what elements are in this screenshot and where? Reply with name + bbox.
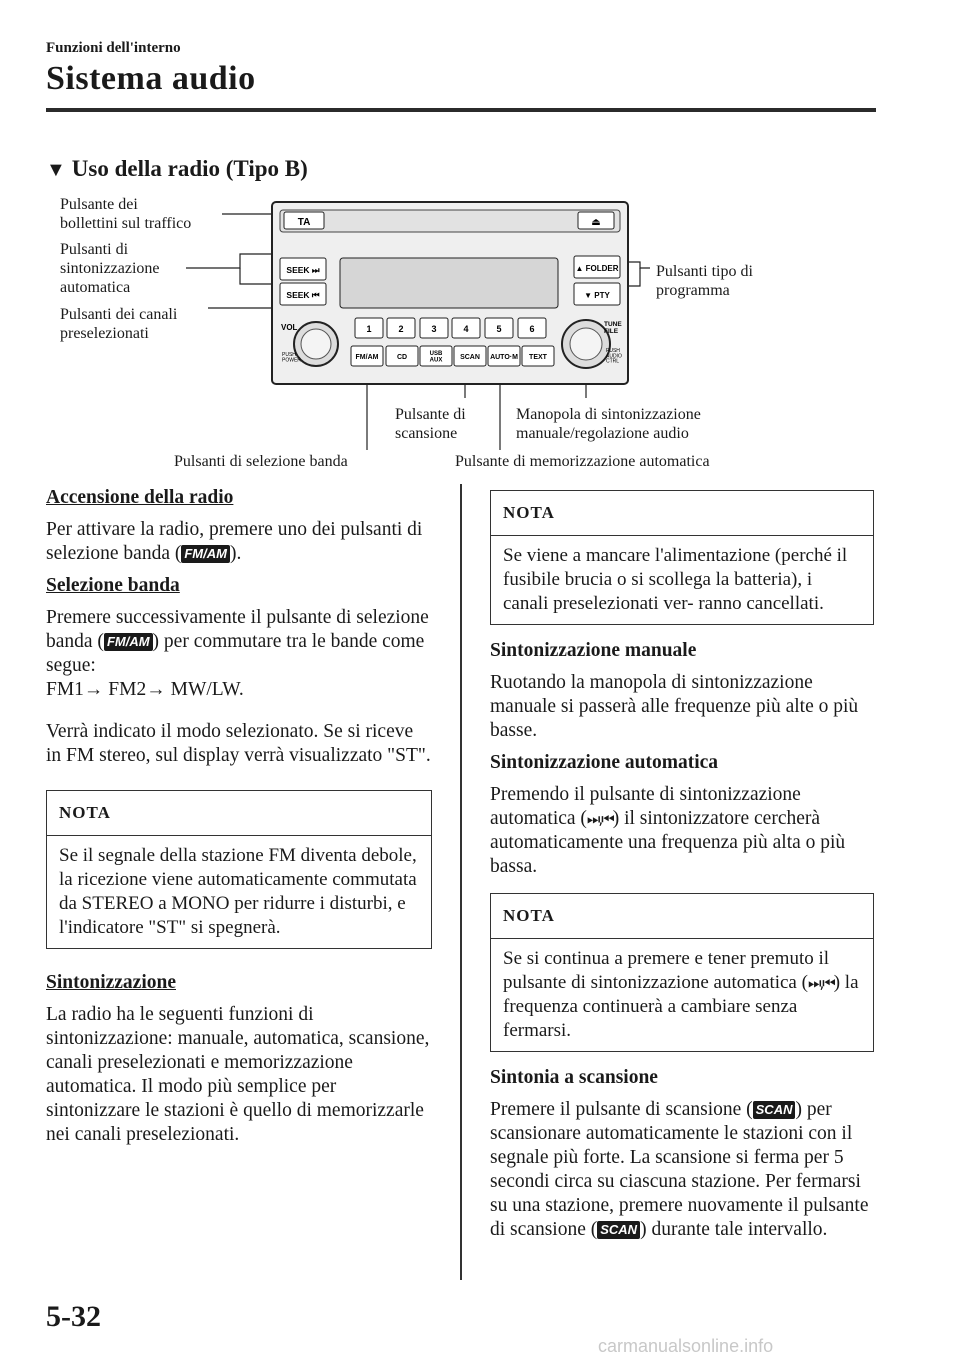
para-stereo: Verrà indicato il modo selezionato. Se si riceve in FM stereo, sul display verrà visualizzato "ST". — [46, 721, 431, 766]
tune-file-label: TUNE FILE — [604, 321, 622, 335]
heading-selezione: Selezione banda — [46, 575, 180, 596]
section-label: Funzioni dell'interno — [46, 40, 181, 56]
radio-display — [340, 258, 558, 308]
preset-label-5: 5 — [496, 324, 502, 334]
page-number: 5-32 — [46, 1300, 101, 1333]
pty-label: ▼ PTY — [584, 291, 610, 300]
right-column — [490, 490, 874, 1250]
fm-am-label: FM/AM — [355, 354, 379, 361]
note-text: Se si continua a premere e tener premuto il pulsante di sintonizzazione automatica (⏭,⏮) la frequenza continuerà a cambiare senza fermarsi. — [491, 938, 873, 1051]
column-divider — [460, 484, 462, 1280]
note-title: NOTA — [59, 803, 111, 822]
preset-label-3: 3 — [431, 324, 437, 334]
vol-label: VOL — [281, 323, 298, 332]
para-selezione: Premere successivamente il pulsante di selezione banda ( FM/AM ) per commutare tra le bande come segue: — [46, 607, 429, 676]
heading-sintonizzazione: Sintonizzazione — [46, 972, 176, 993]
usb-aux-label: USB AUX — [429, 351, 443, 364]
watermark: carmanualsonline.info — [598, 1336, 774, 1356]
page-title: Sistema audio — [46, 60, 256, 97]
eject-icon: ⏏ — [591, 217, 601, 228]
para-automatica: Premendo il pulsante di sintonizzazione automatica (⏭,⏮) il sintonizzatore cercherà automaticamente una frequenza più alta o più bassa. — [490, 784, 846, 877]
label-automem: Pulsante di memorizzazione automatica — [455, 453, 710, 470]
note-text: Se il segnale della stazione FM diventa debole, la ricezione viene automaticamente commutata da STEREO a MONO per ridurre i disturbi, e l'indicatore "ST" si spegnerà. — [47, 835, 431, 948]
heading-accensione: Accensione della radio — [46, 487, 234, 508]
label-scan: Pulsante di scansione — [395, 406, 466, 442]
preset-label-4: 4 — [463, 324, 469, 334]
folder-label: ▲ FOLDER — [575, 264, 619, 273]
scan-icon: SCAN — [597, 1221, 640, 1239]
auto-m-label: AUTO·M — [490, 354, 518, 361]
left-column — [46, 486, 432, 1155]
fm-am-icon: FM/AM — [104, 633, 153, 651]
label-knob: Manopola di sintonizzazione manuale/regolazione audio — [516, 406, 701, 442]
subsection-text: Uso della radio (Tipo B) — [71, 156, 308, 181]
heading-manuale: Sintonizzazione manuale — [490, 640, 697, 661]
seek-down-label: SEEK ⏮ — [286, 290, 320, 300]
preset-label-2: 2 — [398, 324, 404, 334]
scan-icon: SCAN — [753, 1101, 796, 1119]
ta-label: TA — [297, 217, 311, 228]
band-sequence: FM1→ FM2→ MW/LW. — [46, 679, 244, 700]
para-scansione: Premere il pulsante di scansione ( SCAN ) per scansionare automaticamente le stazioni con il segnale più forte. La scansione si ferma per 5 secondi circa su ciascuna stazione. Per fermarsi su una stazione, premere nuovamente il pulsante di scansione ( SCAN ) durante tale intervallo. — [490, 1099, 869, 1240]
heading-automatica: Sintonizzazione automatica — [490, 752, 719, 773]
label-seek: Pulsanti di sintonizzazione automatica — [60, 241, 160, 296]
para-sintonizzazione: La radio ha le seguenti funzioni di sintonizzazione: manuale, automatica, scansione, canali preselezionati e memorizzazione automatica. Il modo più semplice per sintonizzare le stazioni è quello di memorizzarle nei canali preselezionati. — [46, 1004, 430, 1145]
note-box-right-1 — [490, 490, 874, 625]
cd-label: CD — [396, 354, 408, 361]
note-title: NOTA — [503, 906, 555, 925]
fm-am-icon: FM/AM — [181, 545, 230, 563]
heading-scansione: Sintonia a scansione — [490, 1067, 658, 1088]
para-manuale: Ruotando la manopola di sintonizzazione manuale si passerà alle frequenze più alte o più basse. — [490, 672, 859, 741]
triangle-icon: ▼ — [46, 159, 66, 181]
preset-label-6: 6 — [529, 324, 535, 334]
seek-icon: ⏭,⏮ — [586, 810, 613, 828]
note-text: Se viene a mancare l'alimentazione (perché il fusibile brucia o si scollega la batteria), i canali preselezionati ver- ranno cancellati. — [491, 535, 873, 624]
label-band: Pulsanti di selezione banda — [174, 453, 348, 470]
label-pty: Pulsanti tipo di programma — [656, 263, 753, 299]
seek-up-label: SEEK ⏭ — [286, 265, 320, 275]
label-preset: Pulsanti dei canali preselezionati — [60, 306, 178, 342]
note-title: NOTA — [503, 503, 555, 522]
para-accensione: Per attivare la radio, premere uno dei pulsanti di selezione banda ( FM/AM ). — [46, 519, 423, 564]
push-audio-label: PUSH AUDIO CTRL — [606, 348, 622, 365]
note-box-left — [46, 790, 432, 949]
note-box-right-2 — [490, 893, 874, 1052]
seek-icon: ⏭,⏮ — [807, 974, 834, 992]
push-power-label: PUSH POWER — [282, 352, 301, 364]
scan-label: SCAN — [460, 354, 480, 361]
text-label: TEXT — [529, 354, 547, 361]
preset-label-1: 1 — [366, 324, 372, 334]
label-traffic: Pulsante dei bollettini sul traffico — [60, 196, 192, 232]
